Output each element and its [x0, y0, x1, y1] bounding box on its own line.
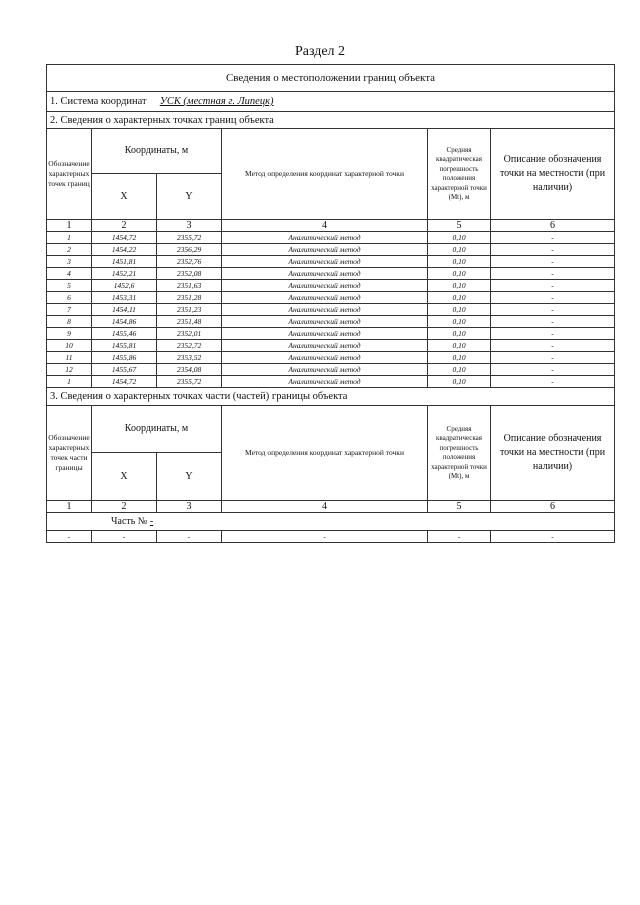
cell-desc: - — [491, 376, 615, 388]
s3-header-method: Метод определения координат характерной точки — [222, 406, 428, 501]
s2-col-number: 5 — [428, 220, 491, 232]
cell-mt: 0,10 — [428, 316, 491, 328]
cell-method: Аналитический метод — [222, 340, 428, 352]
s3-col-number: 3 — [157, 501, 222, 513]
empty-cell: - — [47, 531, 92, 543]
cell-desc: - — [491, 280, 615, 292]
s2-header-x: X — [92, 174, 157, 220]
cell-y: 2351,23 — [157, 304, 222, 316]
part-number-value: - — [149, 516, 154, 527]
cell-n: 1 — [47, 376, 92, 388]
cell-desc: - — [491, 268, 615, 280]
cell-mt: 0,10 — [428, 292, 491, 304]
cell-x: 1453,31 — [92, 292, 157, 304]
table-row — [47, 531, 615, 543]
empty-cell: - — [428, 531, 491, 543]
cell-desc: - — [491, 364, 615, 376]
table-row — [47, 376, 615, 388]
cell-n: 10 — [47, 340, 92, 352]
s2-col-number: 3 — [157, 220, 222, 232]
empty-cell: - — [222, 531, 428, 543]
cell-method: Аналитический метод — [222, 364, 428, 376]
cell-desc: - — [491, 304, 615, 316]
cell-desc: - — [491, 328, 615, 340]
cell-x: 1455,46 — [92, 328, 157, 340]
cell-n: 1 — [47, 232, 92, 244]
s2-column-numbers — [47, 220, 615, 232]
s2-header-y: Y — [157, 174, 222, 220]
cell-y: 2352,72 — [157, 340, 222, 352]
cell-y: 2356,29 — [157, 244, 222, 256]
s2-header-method: Метод определения координат характерной точки — [222, 129, 428, 220]
main-table — [46, 64, 615, 543]
table-row — [47, 328, 615, 340]
cell-mt: 0,10 — [428, 304, 491, 316]
cell-y: 2352,08 — [157, 268, 222, 280]
table-row — [47, 292, 615, 304]
s2-header-precision: Средняя квадратическая погрешность положения характерной точки (Mt), м — [428, 129, 491, 220]
cell-mt: 0,10 — [428, 328, 491, 340]
cell-method: Аналитический метод — [222, 328, 428, 340]
cell-method: Аналитический метод — [222, 232, 428, 244]
cell-n: 2 — [47, 244, 92, 256]
cell-n: 3 — [47, 256, 92, 268]
cell-x: 1454,11 — [92, 304, 157, 316]
s2-col-number: 6 — [491, 220, 615, 232]
cell-n: 8 — [47, 316, 92, 328]
s3-column-numbers — [47, 501, 615, 513]
s3-col-number: 1 — [47, 501, 92, 513]
cell-x: 1455,86 — [92, 352, 157, 364]
cell-desc: - — [491, 352, 615, 364]
s3-header-y: Y — [157, 453, 222, 501]
cell-mt: 0,10 — [428, 256, 491, 268]
cell-desc: - — [491, 292, 615, 304]
table-row — [47, 352, 615, 364]
s3-header-x: X — [92, 453, 157, 501]
cell-desc: - — [491, 232, 615, 244]
cell-mt: 0,10 — [428, 352, 491, 364]
table-row — [47, 316, 615, 328]
cell-mt: 0,10 — [428, 280, 491, 292]
section3-title: 3. Сведения о характерных точках части (частей) границы объекта — [47, 388, 615, 406]
table-row — [47, 244, 615, 256]
cell-method: Аналитический метод — [222, 316, 428, 328]
cell-desc: - — [491, 340, 615, 352]
s2-header-coordinates: Координаты, м — [92, 129, 222, 174]
cell-mt: 0,10 — [428, 244, 491, 256]
cell-n: 5 — [47, 280, 92, 292]
cell-x: 1454,22 — [92, 244, 157, 256]
coord-system-label: 1. Система координат — [50, 96, 147, 107]
cell-method: Аналитический метод — [222, 280, 428, 292]
section2-title: 2. Сведения о характерных точках границ объекта — [47, 112, 615, 129]
cell-n: 7 — [47, 304, 92, 316]
table-row — [47, 268, 615, 280]
empty-cell: - — [157, 531, 222, 543]
cell-n: 11 — [47, 352, 92, 364]
part-number-row — [47, 513, 615, 531]
cell-desc: - — [491, 256, 615, 268]
s3-col-number: 4 — [222, 501, 428, 513]
cell-x: 1454,72 — [92, 376, 157, 388]
cell-x: 1454,72 — [92, 232, 157, 244]
s3-col-number: 6 — [491, 501, 615, 513]
cell-x: 1452,21 — [92, 268, 157, 280]
cell-y: 2351,28 — [157, 292, 222, 304]
cell-n: 6 — [47, 292, 92, 304]
table-row — [47, 280, 615, 292]
cell-method: Аналитический метод — [222, 268, 428, 280]
cell-y: 2355,72 — [157, 376, 222, 388]
coord-system-row — [47, 92, 615, 112]
section-title: Раздел 2 — [294, 44, 346, 59]
cell-method: Аналитический метод — [222, 352, 428, 364]
s3-col-number: 5 — [428, 501, 491, 513]
cell-y: 2352,76 — [157, 256, 222, 268]
table-row — [47, 256, 615, 268]
cell-mt: 0,10 — [428, 232, 491, 244]
table-row — [47, 304, 615, 316]
cell-x: 1454,86 — [92, 316, 157, 328]
s2-header-description: Описание обозначения точки на местности (при наличии) — [491, 129, 615, 220]
cell-desc: - — [491, 244, 615, 256]
cell-x: 1455,81 — [92, 340, 157, 352]
s2-header-designation: Обозначение характерных точек границ — [47, 129, 92, 220]
cell-method: Аналитический метод — [222, 244, 428, 256]
empty-cell: - — [92, 531, 157, 543]
cell-y: 2353,52 — [157, 352, 222, 364]
coord-system-value: УСК (местная г. Липецк) — [159, 96, 274, 107]
empty-cell: - — [491, 531, 615, 543]
s3-header-designation: Обозначение характерных точек части границы — [47, 406, 92, 501]
cell-x: 1451,81 — [92, 256, 157, 268]
cell-mt: 0,10 — [428, 268, 491, 280]
table-title: Сведения о местоположении границ объекта — [47, 65, 615, 92]
cell-y: 2351,63 — [157, 280, 222, 292]
cell-n: 4 — [47, 268, 92, 280]
part-number-label: Часть № — [111, 516, 148, 527]
cell-y: 2354,08 — [157, 364, 222, 376]
cell-n: 12 — [47, 364, 92, 376]
cell-y: 2355,72 — [157, 232, 222, 244]
table-row — [47, 232, 615, 244]
cell-method: Аналитический метод — [222, 292, 428, 304]
cell-desc: - — [491, 316, 615, 328]
cell-method: Аналитический метод — [222, 256, 428, 268]
cell-method: Аналитический метод — [222, 304, 428, 316]
cell-y: 2352,01 — [157, 328, 222, 340]
cell-n: 9 — [47, 328, 92, 340]
s2-col-number: 4 — [222, 220, 428, 232]
cell-x: 1455,67 — [92, 364, 157, 376]
s2-col-number: 1 — [47, 220, 92, 232]
cell-mt: 0,10 — [428, 364, 491, 376]
table-row — [47, 364, 615, 376]
s3-col-number: 2 — [92, 501, 157, 513]
cell-x: 1452,6 — [92, 280, 157, 292]
cell-mt: 0,10 — [428, 340, 491, 352]
s3-header-coordinates: Координаты, м — [92, 406, 222, 453]
cell-mt: 0,10 — [428, 376, 491, 388]
s3-header-description: Описание обозначения точки на местности (при наличии) — [491, 406, 615, 501]
s3-header-precision: Средняя квадратическая погрешность положения характерной точки (Mt), м — [428, 406, 491, 501]
cell-y: 2351,48 — [157, 316, 222, 328]
s2-col-number: 2 — [92, 220, 157, 232]
table-row — [47, 340, 615, 352]
cell-method: Аналитический метод — [222, 376, 428, 388]
